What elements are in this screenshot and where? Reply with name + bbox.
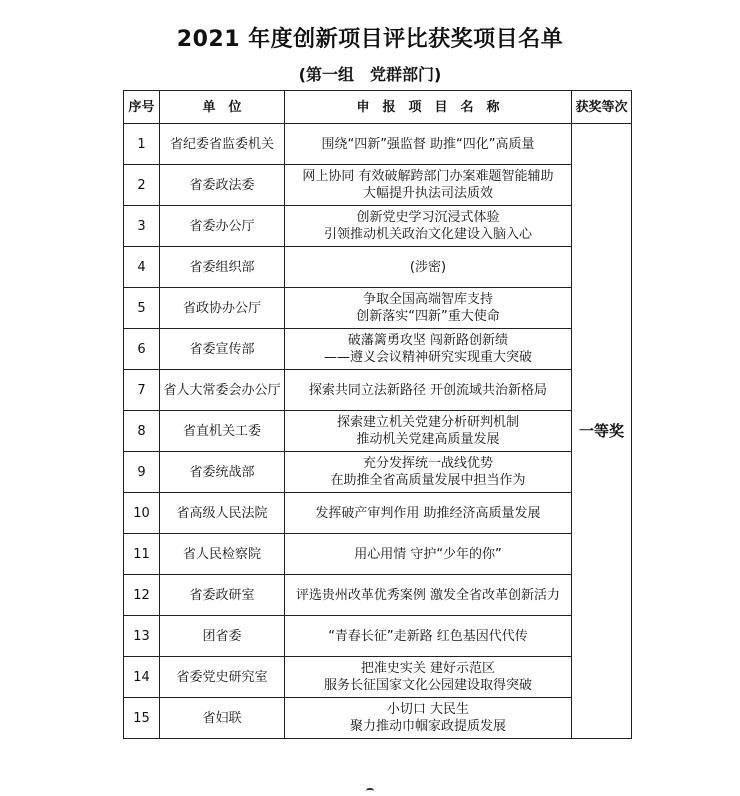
project-line: 破藩篱勇攻坚 闯新路创新绩 xyxy=(347,333,509,348)
project-line: 服务长征国家文化公园建设取得突破 xyxy=(323,678,532,693)
row-project xyxy=(285,206,572,247)
row-number: 14 xyxy=(124,657,160,698)
row-number: 2 xyxy=(124,165,160,206)
document-subtitle: (第一组 党群部门) xyxy=(298,65,442,84)
project-line: 发挥破产审判作用 助推经济高质量发展 xyxy=(315,505,541,521)
project-line: 把准史实关 建好示范区 xyxy=(360,661,496,676)
project-line: 争取全国高端智库支持 xyxy=(362,292,493,307)
row-project xyxy=(285,698,572,739)
row-project xyxy=(285,575,572,616)
document-title: 2021 年度创新项目评比获奖项目名单 xyxy=(176,27,564,52)
row-unit: 省委党史研究室 xyxy=(160,657,285,698)
header-award: 获奖等次 xyxy=(572,91,632,124)
row-number: 1 xyxy=(124,124,160,165)
table-row xyxy=(124,657,632,698)
row-number: 9 xyxy=(124,452,160,493)
table-row xyxy=(124,165,632,206)
row-project xyxy=(285,616,572,657)
row-unit: 省委组织部 xyxy=(160,247,285,288)
header-no: 序号 xyxy=(124,91,160,124)
row-number: 3 xyxy=(124,206,160,247)
row-unit: 省委统战部 xyxy=(160,452,285,493)
project-line: “青春长征”走新路 红色基因代代传 xyxy=(328,628,528,644)
award-level: 一等奖 xyxy=(572,124,632,739)
row-unit: 省纪委省监委机关 xyxy=(160,124,285,165)
row-number: 6 xyxy=(124,329,160,370)
row-unit: 省政协办公厅 xyxy=(160,288,285,329)
table-row xyxy=(124,329,632,370)
row-unit: 省高级人民法院 xyxy=(160,493,285,534)
project-line: 创新党史学习沉浸式体验 xyxy=(356,210,500,225)
row-number: 12 xyxy=(124,575,160,616)
row-unit: 省委政法委 xyxy=(160,165,285,206)
row-project xyxy=(285,411,572,452)
project-line: 探索建立机关党建分析研判机制 xyxy=(336,415,519,430)
row-unit: 团省委 xyxy=(160,616,285,657)
row-number: 4 xyxy=(124,247,160,288)
table-row xyxy=(124,288,632,329)
table-row xyxy=(124,493,632,534)
table-row xyxy=(124,370,632,411)
row-unit: 省委办公厅 xyxy=(160,206,285,247)
project-line: 评选贵州改革优秀案例 激发全省改革创新活力 xyxy=(295,587,561,603)
project-line: ——遵义会议精神研究实现重大突破 xyxy=(323,350,532,365)
row-project xyxy=(285,329,572,370)
row-number: 10 xyxy=(124,493,160,534)
row-unit: 省委宣传部 xyxy=(160,329,285,370)
page-number-mark xyxy=(366,788,374,794)
project-line: 大幅提升执法司法质效 xyxy=(362,186,493,201)
table-row xyxy=(124,247,632,288)
table-row xyxy=(124,534,632,575)
row-project xyxy=(285,124,572,165)
project-line: (涉密) xyxy=(409,259,447,275)
row-project xyxy=(285,247,572,288)
project-line: 聚力推动巾帼家政提质发展 xyxy=(349,719,506,734)
table-row xyxy=(124,575,632,616)
row-number: 8 xyxy=(124,411,160,452)
project-line: 探索共同立法新路径 开创流域共治新格局 xyxy=(308,382,548,398)
table-header-row xyxy=(124,91,632,124)
row-number: 15 xyxy=(124,698,160,739)
project-line: 推动机关党建高质量发展 xyxy=(356,432,500,447)
row-project xyxy=(285,165,572,206)
row-number: 11 xyxy=(124,534,160,575)
project-line: 充分发挥统一战线优势 xyxy=(362,456,493,471)
project-line: 引领推动机关政治文化建设入脑入心 xyxy=(323,227,532,242)
table-row xyxy=(124,411,632,452)
row-project xyxy=(285,452,572,493)
row-project xyxy=(285,288,572,329)
project-line: 围绕“四新”强监督 助推“四化”高质量 xyxy=(321,136,535,152)
project-line: 网上协同 有效破解跨部门办案难题智能辅助 xyxy=(302,169,554,184)
table-row xyxy=(124,616,632,657)
row-project xyxy=(285,534,572,575)
project-line: 创新落实“四新”重大使命 xyxy=(356,309,500,324)
row-number: 7 xyxy=(124,370,160,411)
project-line: 小切口 大民生 xyxy=(386,702,470,717)
row-project xyxy=(285,657,572,698)
header-unit: 单 位 xyxy=(160,91,285,124)
row-unit: 省妇联 xyxy=(160,698,285,739)
row-unit: 省人民检察院 xyxy=(160,534,285,575)
table-row xyxy=(124,206,632,247)
table-row xyxy=(124,124,632,165)
row-project xyxy=(285,370,572,411)
row-number: 13 xyxy=(124,616,160,657)
project-line: 在助推全省高质量发展中担当作为 xyxy=(330,473,526,488)
row-project xyxy=(285,493,572,534)
table-row xyxy=(124,698,632,739)
table-row xyxy=(124,452,632,493)
row-unit: 省直机关工委 xyxy=(160,411,285,452)
row-unit: 省委政研室 xyxy=(160,575,285,616)
award-table xyxy=(123,90,632,739)
row-number: 5 xyxy=(124,288,160,329)
row-unit: 省人大常委会办公厅 xyxy=(160,370,285,411)
header-project: 申 报 项 目 名 称 xyxy=(285,91,572,124)
project-line: 用心用情 守护“少年的你” xyxy=(354,546,502,562)
